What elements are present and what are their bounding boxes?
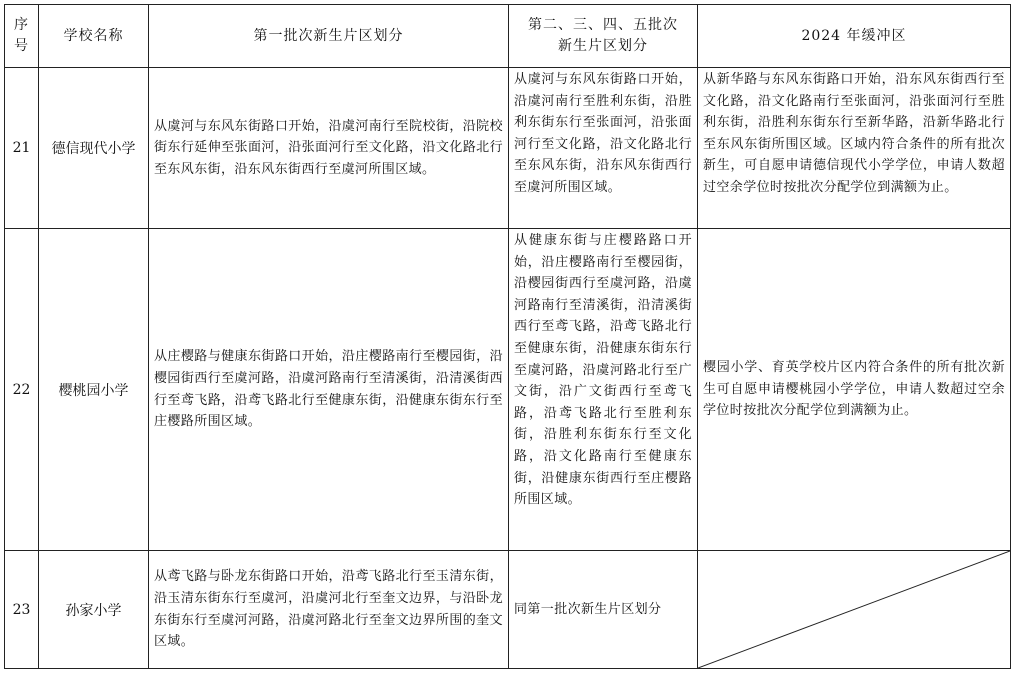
first-batch-zone-text: 从庄樱路与健康东街路口开始，沿庄樱路南行至樱园街，沿樱园街西行至虞河路，沿虞河路南行至清溪街，沿清溪街西行至鸢飞路，沿鸢飞路北行至健康东街，沿健康东街东行至庄樱路所围区域。 <box>154 349 503 430</box>
first-batch-zone-text: 从鸢飞路与卧龙东街路口开始，沿鸢飞路北行至玉清东街，沿玉清东街东行至虞河，沿虞河北行至奎文边界，与沿卧龙东街东行至虞河河路，沿虞河路北行至奎文边界所围的奎文区域。 <box>154 569 503 650</box>
buffer-zone <box>698 229 1011 551</box>
header-number: 序号 <box>5 5 39 68</box>
school-name: 德信现代小学 <box>39 68 149 229</box>
buffer-zone-text: 樱园小学、育英学校片区内符合条件的所有批次新生可自愿申请樱桃园小学学位，申请人数超过空余学位时按批次分配学位到满额为止。 <box>703 360 1005 419</box>
first-batch-zone-text: 从虞河与东风东街路口开始，沿虞河南行至院校街，沿院校街东行延伸至张面河，沿张面河行至文化路，沿文化路北行至东风东街，沿东风东街西行至虞河所围区域。 <box>154 118 503 177</box>
later-batch-zone <box>509 68 698 229</box>
header-school-name: 学校名称 <box>39 5 149 68</box>
table-header-row <box>5 5 1011 68</box>
row-number: 23 <box>5 551 39 669</box>
table-row <box>5 68 1011 229</box>
row-number: 21 <box>5 68 39 229</box>
row-number: 22 <box>5 229 39 551</box>
first-batch-zone <box>149 229 509 551</box>
header-later-batches: 第二、三、四、五批次新生片区划分 <box>509 5 698 68</box>
table-row <box>5 229 1011 551</box>
first-batch-zone <box>149 551 509 669</box>
header-first-batch: 第一批次新生片区划分 <box>149 5 509 68</box>
buffer-zone <box>698 68 1011 229</box>
later-batch-zone-text: 同第一批次新生片区划分 <box>514 601 662 617</box>
first-batch-zone <box>149 68 509 229</box>
buffer-zone-empty <box>698 551 1011 669</box>
buffer-zone-text: 从新华路与东风东街路口开始，沿东风东街西行至文化路，沿文化路南行至张面河，沿张面河行至胜利东街，沿胜利东街东行至新华路，沿新华路北行至东风东街所围区域。区域内符合条件的所有批次新生，可自愿申请德信现代小学学位，申请人数超过空余学位时按批次分配学位到满额为止。 <box>703 72 1005 195</box>
later-batch-zone <box>509 229 698 551</box>
later-batch-zone-text: 从健康东街与庄樱路路口开始，沿庄樱路南行至樱园街，沿樱园街西行至虞河路，沿虞河路南行至清溪街，沿清溪街西行至鸢飞路，沿鸢飞路北行至健康东街，沿健康东街东行至虞河路，沿虞河路北行至广文街，沿广文街西行至鸢飞路，沿鸢飞路北行至胜利东街，沿胜利东街东行至文化路，沿文化路南行至健康东街，沿健康东街西行至庄樱路所围区域。 <box>514 233 692 508</box>
later-batch-zone <box>509 551 698 669</box>
header-buffer-zone: 2024 年缓冲区 <box>698 5 1011 68</box>
school-name: 孙家小学 <box>39 551 149 669</box>
later-batch-zone-text: 从虞河与东风东街路口开始，沿虞河南行至胜利东街，沿胜利东街东行至张面河，沿张面河行至文化路，沿文化路北行至东风东街，沿东风东街西行至虞河所围区域。 <box>514 72 692 195</box>
diagonal-line-icon <box>698 551 1010 668</box>
school-zoning-table <box>4 4 1011 669</box>
school-name: 樱桃园小学 <box>39 229 149 551</box>
table-row <box>5 551 1011 669</box>
